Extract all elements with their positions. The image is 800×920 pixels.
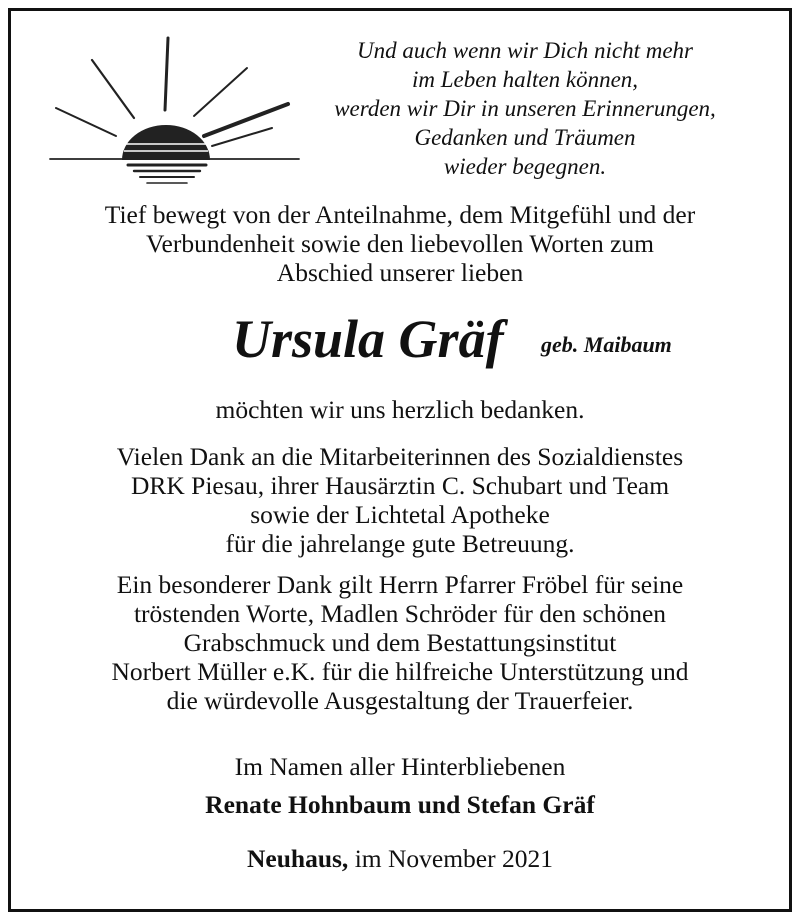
- place: Neuhaus,: [246, 844, 349, 873]
- verse-line: werden wir Dir in unseren Erinnerungen,: [334, 96, 716, 121]
- intro-line: Abschied unserer lieben: [276, 258, 524, 287]
- date: im November 2021: [354, 844, 553, 873]
- paragraph-line: die würdevolle Ausgestaltung der Trauerfeier.: [166, 686, 634, 715]
- sunset-icon: [44, 34, 304, 189]
- place-date: [20, 844, 780, 873]
- on-behalf-line: Im Namen aller Hinterbliebenen: [234, 752, 566, 781]
- closing-block: [20, 752, 780, 781]
- intro-line: Verbundenheit sowie den liebevollen Worten zum: [145, 229, 655, 258]
- paragraph-line: tröstenden Worte, Madlen Schröder für den schönen: [133, 599, 667, 628]
- signatories: [20, 790, 780, 819]
- paragraph-line: Vielen Dank an die Mitarbeiterinnen des Sozialdienstes: [116, 442, 684, 471]
- paragraph-line: sowie der Lichtetal Apotheke: [250, 500, 550, 529]
- paragraph-line: Norbert Müller e.K. für die hilfreiche Unterstützung und: [111, 657, 689, 686]
- paragraph-line: Grabschmuck und dem Bestattungsinstitut: [183, 628, 617, 657]
- paragraph-line: DRK Piesau, ihrer Hausärztin C. Schubart und Team: [130, 471, 670, 500]
- birth-name: geb. Maibaum: [541, 332, 672, 357]
- verse-line: Gedanken und Träumen: [414, 125, 636, 150]
- thanks-paragraph-2: [20, 570, 780, 715]
- intro-text: [20, 200, 780, 287]
- thanks-text: möchten wir uns herzlich bedanken.: [215, 395, 585, 424]
- signatories-line: Renate Hohnbaum und Stefan Gräf: [205, 790, 595, 819]
- verse-line: wieder begegnen.: [443, 154, 607, 179]
- intro-line: Tief bewegt von der Anteilnahme, dem Mitgefühl und der: [104, 200, 696, 229]
- memorial-verse: [300, 36, 750, 181]
- verse-line: Und auch wenn wir Dich nicht mehr: [356, 38, 693, 63]
- thanks-paragraph-1: [20, 442, 780, 558]
- thanks-line: [20, 395, 780, 424]
- paragraph-line: für die jahrelange gute Betreuung.: [225, 529, 575, 558]
- paragraph-line: Ein besonderer Dank gilt Herrn Pfarrer Fröbel für seine: [116, 570, 684, 599]
- deceased-name: Ursula Gräf: [232, 309, 504, 369]
- verse-line: im Leben halten können,: [411, 67, 639, 92]
